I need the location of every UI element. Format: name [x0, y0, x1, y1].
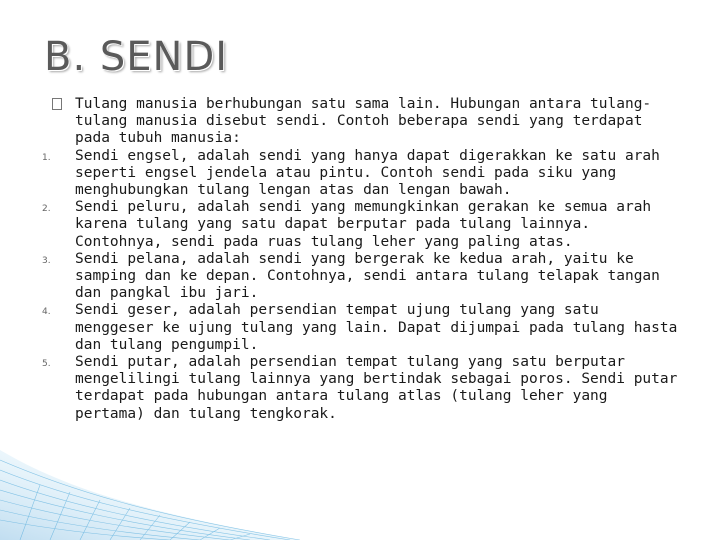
list-item-text: Sendi pelana, adalah sendi yang bergerak ke kedua arah, yaitu ke samping dan ke depan. Contohnya, sendi antara tulang telapak tangan dan pangkal ibu jari. — [75, 250, 660, 302]
list-item-text: Sendi geser, adalah persendian tempat ujung tulang yang satu menggeser ke ujung tulang yang lain. Dapat dijumpai pada tulang hasta dan tulang pengumpil. — [75, 302, 678, 353]
list-item-text: Sendi engsel, adalah sendi yang hanya dapat digerakkan ke satu arah seperti engsel jendela atau pintu. Contoh sendi pada siku yang menghubungkan tulang lengan atas dan lengan bawah. — [75, 147, 660, 199]
list-number: 4. — [42, 307, 51, 318]
list-item-text: Sendi putar, adalah persendian tempat tulang yang satu berputar mengelilingi tulang lainnya yang bertindak sebagai poros. Sendi putar terdapat pada hubungan antara tulang atlas (tulang leher yang pertama) dan tulang tengkorak. — [75, 354, 678, 422]
slide-title: B. SENDI — [44, 34, 229, 80]
list-item — [42, 354, 682, 423]
list-item-text: Sendi peluru, adalah sendi yang memungkinkan gerakan ke semua arah karena tulang yang satu dapat berputar pada tulang lainnya. Contohnya, sendi pada ruas tulang leher yang paling atas. — [75, 199, 652, 250]
list-number: 3. — [42, 255, 51, 266]
bullet-box-icon — [52, 98, 66, 115]
list-item — [42, 148, 682, 200]
list-number: 2. — [42, 204, 51, 215]
list-number: 1. — [42, 152, 51, 163]
intro-paragraph — [42, 96, 682, 148]
list-number: 5. — [42, 359, 51, 370]
list-item — [42, 302, 682, 354]
list-item — [42, 251, 682, 303]
list-item — [42, 199, 682, 251]
intro-text: Tulang manusia berhubungan satu sama lain. Hubungan antara tulang- tulang manusia disebut sendi. Contoh beberapa sendi yang terdapat pada tubuh manusia: — [75, 96, 652, 147]
slide-body — [42, 96, 682, 423]
